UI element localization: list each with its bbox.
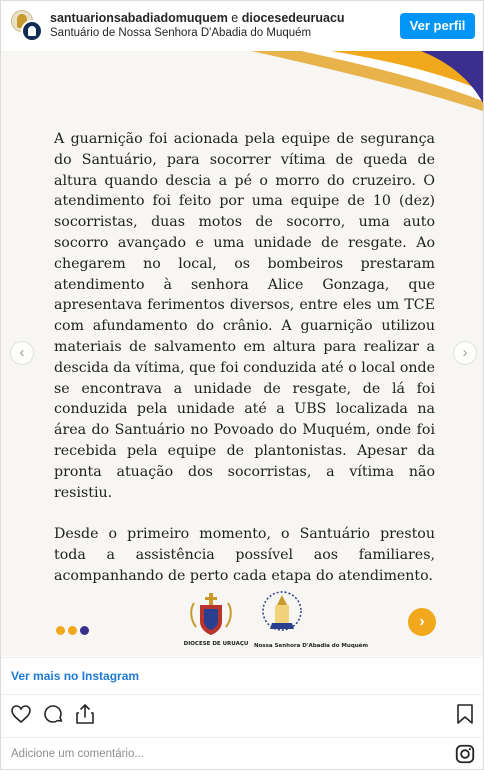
diocese-logo xyxy=(176,591,256,647)
carousel-dot xyxy=(68,626,77,635)
bookmark-icon[interactable] xyxy=(453,702,477,726)
santuario-logo-caption: Nossa Senhora D'Abadia do Muquém xyxy=(254,643,369,649)
post-header xyxy=(1,1,483,51)
carousel-dots xyxy=(56,626,89,635)
diocese-logo-caption: DIOCESE DE URUAÇU xyxy=(183,641,249,647)
view-more-link[interactable]: Ver mais no Instagram xyxy=(11,669,140,683)
post-image[interactable] xyxy=(1,51,483,656)
diocese-avatar xyxy=(21,20,43,42)
next-slide-circle-icon[interactable]: › xyxy=(408,608,436,636)
post-paragraph-1: A guarnição foi acionada pela equipe de segurança do Santuário, para socorrer vítima de queda de altura quando descia a pé o morro do cruzeiro. O atendimento foi feito por uma equipe de 10 (dez) socorristas, duas motos de socorro, uma auto socorro avançado e uma unidade de resgate. Ao chegarem no local, os bombeiros prestaram atendimento à senhora Alice Gonzaga, que apresentava ferimentos diversos, entre eles um TCE com afundamento do crânio. A guarnição utilizou materiais de salvamento em altura para realizar a descida da vítima, que foi conduzida até o local onde se encontrava a unidade de resgate, de lá foi conduzida pela unidade até a UBS localizada na área do Santuário no Povoado do Muquém, onde foi recebida pela equipe de plantonistas. Apesar da pronta atuação dos socorristas, a vítima não resistiu. xyxy=(54,131,435,501)
account-connector: e xyxy=(231,11,239,25)
heart-icon[interactable] xyxy=(9,702,33,726)
account-info xyxy=(50,11,390,40)
action-bar xyxy=(1,696,483,732)
instagram-icon[interactable] xyxy=(454,743,476,765)
view-profile-button[interactable]: Ver perfil xyxy=(400,13,475,39)
carousel-dot xyxy=(80,626,89,635)
account-secondary-link[interactable]: diocesedeuruacu xyxy=(241,11,345,25)
next-slide-button[interactable]: › xyxy=(453,341,477,365)
diocese-crest-icon xyxy=(176,591,256,637)
post-body-text xyxy=(54,129,435,587)
post-paragraph-2: Desde o primeiro momento, o Santuário prestou toda a assistência possível aos familiares, acompanhando de perto cada etapa do atendimento. xyxy=(54,526,435,584)
share-icon[interactable] xyxy=(73,702,97,726)
previous-slide-button[interactable]: ‹ xyxy=(10,341,34,365)
comment-input[interactable]: Adicione um comentário... xyxy=(11,748,144,760)
view-more-bar xyxy=(1,657,483,695)
santuario-logo xyxy=(254,589,369,649)
avatar[interactable] xyxy=(11,10,43,42)
comment-bar[interactable] xyxy=(1,737,483,771)
account-primary-link[interactable]: santuarionsabadiadomuquem xyxy=(50,11,228,25)
post-location[interactable]: Santuário de Nossa Senhora D'Abadia do Muquém xyxy=(50,27,312,39)
santuario-emblem-icon xyxy=(254,589,310,635)
account-names xyxy=(50,11,390,26)
comment-icon[interactable] xyxy=(41,702,65,726)
carousel-dot xyxy=(56,626,65,635)
